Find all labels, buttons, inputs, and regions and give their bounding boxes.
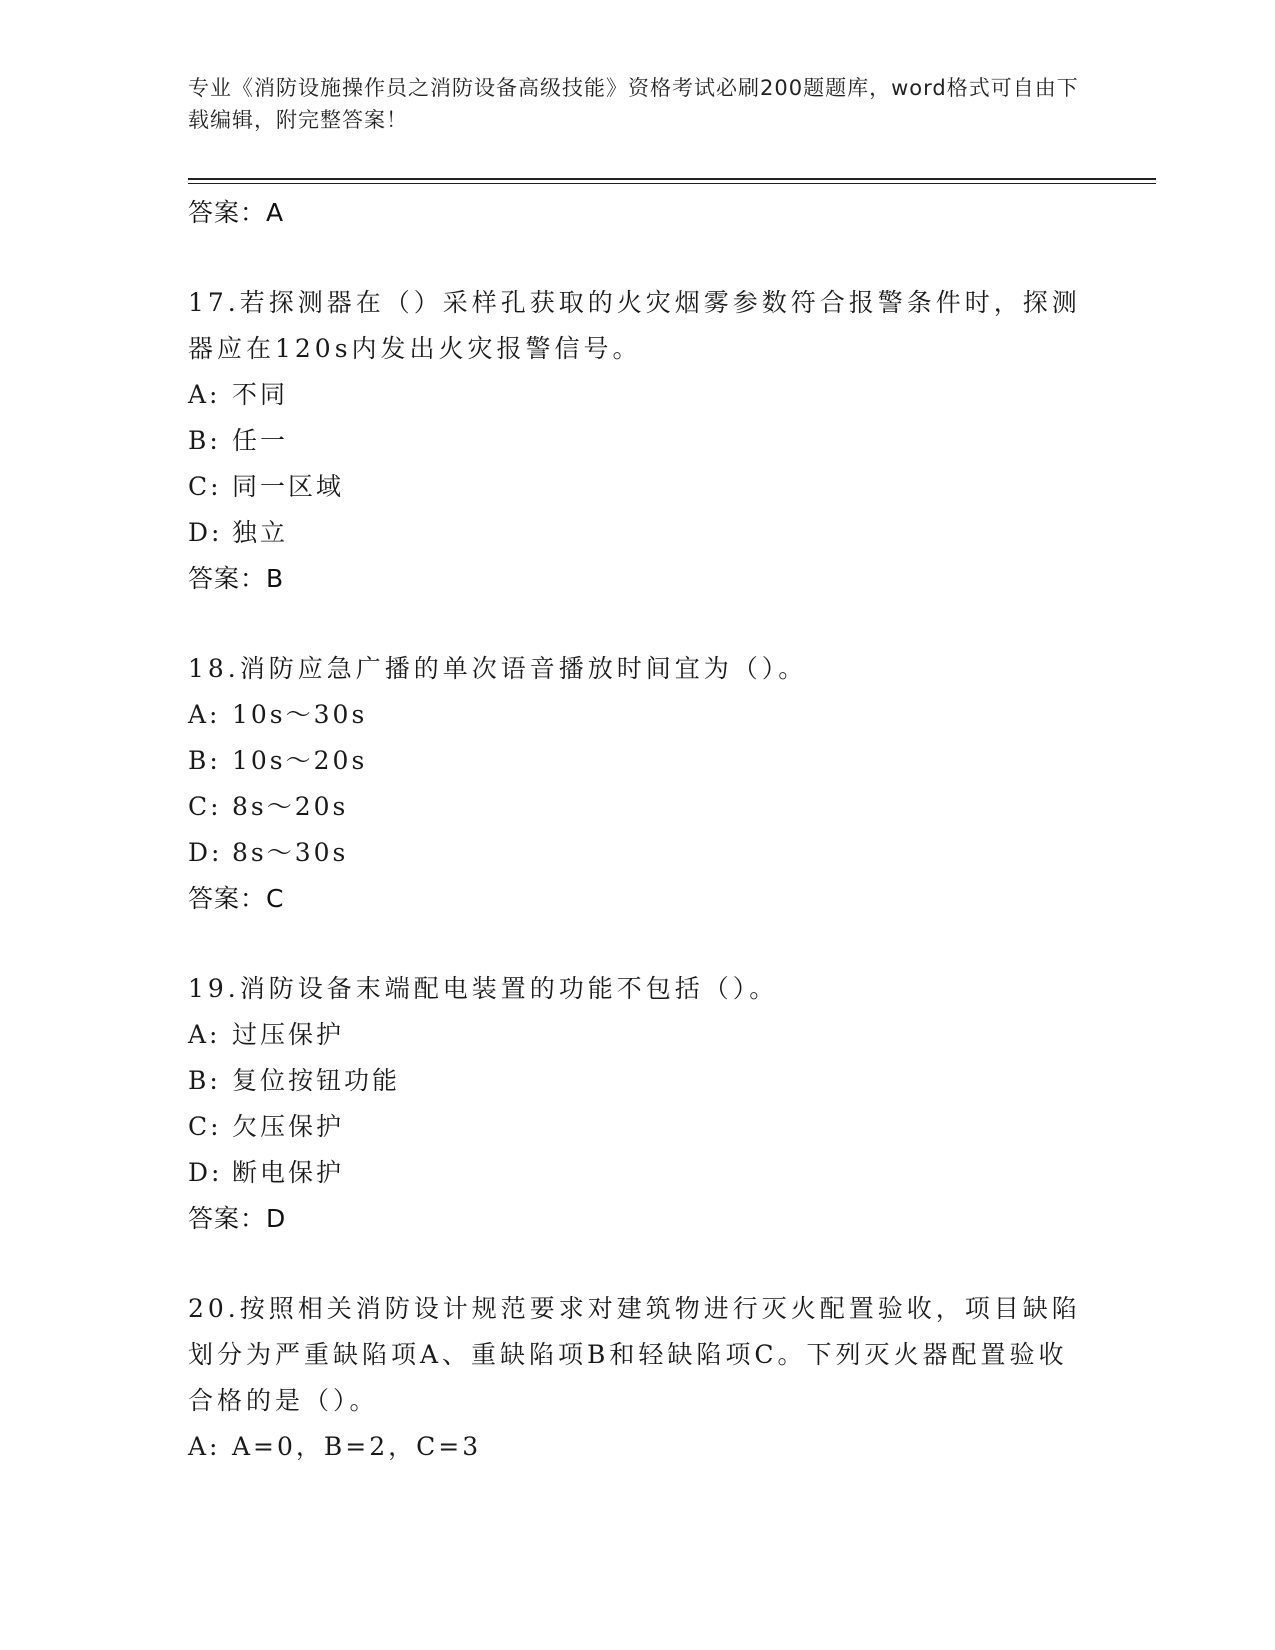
option-letter: A: bbox=[188, 1432, 221, 1461]
question-stem: 18.消防应急广播的单次语音播放时间宜为（）。 bbox=[188, 654, 808, 683]
option-text: 8s～30s bbox=[232, 838, 349, 867]
option-text: 欠压保护 bbox=[232, 1112, 345, 1141]
option-a bbox=[188, 372, 1088, 418]
option-d bbox=[188, 1150, 1088, 1196]
option-letter: D: bbox=[188, 838, 223, 867]
option-text: 复位按钮功能 bbox=[232, 1066, 401, 1095]
question-stem: 19.消防设备末端配电装置的功能不包括（）。 bbox=[188, 974, 779, 1003]
question-18 bbox=[188, 646, 1088, 922]
option-letter: C: bbox=[188, 1112, 222, 1141]
option-c bbox=[188, 784, 1088, 830]
option-text: 不同 bbox=[232, 380, 289, 409]
question-20 bbox=[188, 1286, 1088, 1470]
option-b bbox=[188, 738, 1088, 784]
page-header: 专业《消防设施操作员之消防设备高级技能》资格考试必刷200题题库，word格式可自由下载编辑，附完整答案！ bbox=[188, 76, 1079, 132]
option-c bbox=[188, 1104, 1088, 1150]
option-letter: A: bbox=[188, 1020, 221, 1049]
option-a bbox=[188, 692, 1088, 738]
option-letter: C: bbox=[188, 472, 222, 501]
option-letter: C: bbox=[188, 792, 222, 821]
option-letter: B: bbox=[188, 746, 221, 775]
question-stem: 17.若探测器在（）采样孔获取的火灾烟雾参数符合报警条件时，探测器应在120s内发出火灾报警信号。 bbox=[188, 288, 1081, 363]
question-stem: 20.按照相关消防设计规范要求对建筑物进行灭火配置验收，项目缺陷划分为严重缺陷项A、重缺陷项B和轻缺陷项C。下列灭火器配置验收合格的是（）。 bbox=[188, 1294, 1081, 1415]
option-letter: A: bbox=[188, 380, 221, 409]
answer-line: 答案：A bbox=[188, 198, 285, 227]
option-a bbox=[188, 1424, 1088, 1470]
answer-line: 答案：B bbox=[188, 564, 285, 593]
option-a bbox=[188, 1012, 1088, 1058]
question-17 bbox=[188, 280, 1088, 602]
option-letter: D: bbox=[188, 518, 223, 547]
option-d bbox=[188, 830, 1088, 876]
option-text: 10s～30s bbox=[232, 700, 368, 729]
option-letter: A: bbox=[188, 700, 221, 729]
option-d bbox=[188, 510, 1088, 556]
option-letter: B: bbox=[188, 1066, 221, 1095]
answer-line: 答案：D bbox=[188, 1204, 287, 1233]
question-19 bbox=[188, 966, 1088, 1242]
option-text: 10s～20s bbox=[232, 746, 368, 775]
option-text: 任一 bbox=[232, 426, 289, 455]
option-letter: D: bbox=[188, 1158, 223, 1187]
option-text: A=0，B=2，C=3 bbox=[232, 1432, 482, 1461]
option-b bbox=[188, 1058, 1088, 1104]
question-list bbox=[188, 190, 1088, 1470]
answer-line: 答案：C bbox=[188, 884, 285, 913]
option-letter: B: bbox=[188, 426, 221, 455]
option-text: 同一区域 bbox=[232, 472, 345, 501]
option-text: 8s～20s bbox=[232, 792, 349, 821]
header-rule-thick bbox=[188, 178, 1156, 180]
option-b bbox=[188, 418, 1088, 464]
option-c bbox=[188, 464, 1088, 510]
option-text: 断电保护 bbox=[232, 1158, 345, 1187]
option-text: 独立 bbox=[232, 518, 289, 547]
option-text: 过压保护 bbox=[232, 1020, 345, 1049]
header-rule-thin bbox=[188, 183, 1156, 184]
